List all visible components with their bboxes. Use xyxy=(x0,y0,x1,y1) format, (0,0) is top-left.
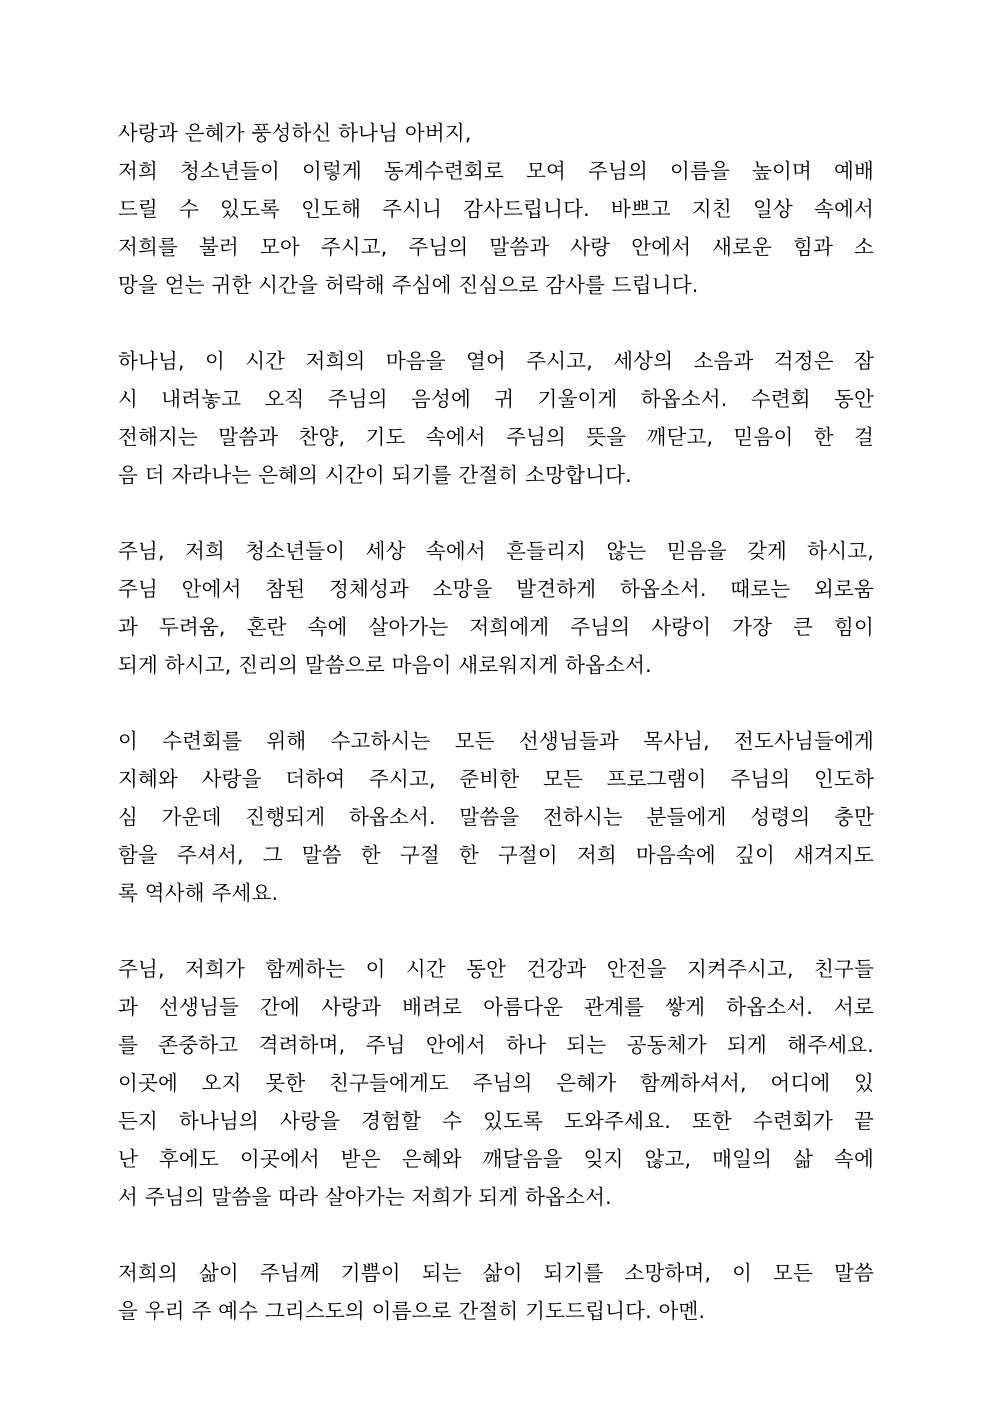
text-line: 사랑과 은혜가 풍성하신 하나님 아버지, xyxy=(118,121,472,145)
text-line: 음 더 자라나는 은혜의 시간이 되기를 간절히 소망합니다. xyxy=(118,463,632,487)
text-line: 록 역사해 주세요. xyxy=(118,881,279,905)
text-line: 이 수련회를 위해 수고하시는 모든 선생님들과 목사님, 전도사님들에게 xyxy=(118,729,874,753)
paragraph-5 xyxy=(118,950,874,1216)
text-line: 심 가운데 진행되게 하옵소서. 말씀을 전하시는 분들에게 성령의 충만 xyxy=(118,805,874,829)
text-line: 든지 하나님의 사랑을 경험할 수 있도록 도와주세요. 또한 수련회가 끝 xyxy=(118,1109,874,1133)
prayer-text xyxy=(118,114,874,1330)
paragraph-6 xyxy=(118,1254,874,1330)
text-line: 를 존중하고 격려하며, 주님 안에서 하나 되는 공동체가 되게 해주세요. xyxy=(118,1033,874,1057)
text-line: 주님, 저희 청소년들이 세상 속에서 흔들리지 않는 믿음을 갖게 하시고, xyxy=(118,539,874,563)
text-line: 함을 주셔서, 그 말씀 한 구절 한 구절이 저희 마음속에 깊이 새겨지도 xyxy=(118,843,874,867)
paragraph-2 xyxy=(118,342,874,494)
text-line: 과 선생님들 간에 사랑과 배려로 아름다운 관계를 쌓게 하옵소서. 서로 xyxy=(118,995,874,1019)
text-line: 저희를 불러 모아 주시고, 주님의 말씀과 사랑 안에서 새로운 힘과 소 xyxy=(118,235,874,259)
text-line: 지혜와 사랑을 더하여 주시고, 준비한 모든 프로그램이 주님의 인도하 xyxy=(118,767,874,791)
text-line: 난 후에도 이곳에서 받은 은혜와 깨달음을 잊지 않고, 매일의 삶 속에 xyxy=(118,1147,874,1171)
text-line: 되게 하시고, 진리의 말씀으로 마음이 새로워지게 하옵소서. xyxy=(118,653,652,677)
text-line: 주님 안에서 참된 정체성과 소망을 발견하게 하옵소서. 때로는 외로움 xyxy=(118,577,874,601)
paragraph-3 xyxy=(118,532,874,684)
text-line: 하나님, 이 시간 저희의 마음을 열어 주시고, 세상의 소음과 걱정은 잠 xyxy=(118,349,874,373)
text-line: 저희 청소년들이 이렇게 동계수련회로 모여 주님의 이름을 높이며 예배 xyxy=(118,159,874,183)
text-line: 주님, 저희가 함께하는 이 시간 동안 건강과 안전을 지켜주시고, 친구들 xyxy=(118,957,874,981)
text-line: 을 우리 주 예수 그리스도의 이름으로 간절히 기도드립니다. 아멘. xyxy=(118,1299,706,1323)
paragraph-1 xyxy=(118,114,874,304)
text-line: 드릴 수 있도록 인도해 주시니 감사드립니다. 바쁘고 지친 일상 속에서 xyxy=(118,197,874,221)
text-line: 서 주님의 말씀을 따라 살아가는 저희가 되게 하옵소서. xyxy=(118,1185,612,1209)
text-line: 과 두려움, 혼란 속에 살아가는 저희에게 주님의 사랑이 가장 큰 힘이 xyxy=(118,615,874,639)
text-line: 망을 얻는 귀한 시간을 허락해 주심에 진심으로 감사를 드립니다. xyxy=(118,273,699,297)
paragraph-4 xyxy=(118,722,874,912)
text-line: 저희의 삶이 주님께 기쁨이 되는 삶이 되기를 소망하며, 이 모든 말씀 xyxy=(118,1261,874,1285)
text-line: 이곳에 오지 못한 친구들에게도 주님의 은혜가 함께하셔서, 어디에 있 xyxy=(118,1071,874,1095)
text-line: 시 내려놓고 오직 주님의 음성에 귀 기울이게 하옵소서. 수련회 동안 xyxy=(118,387,874,411)
text-line: 전해지는 말씀과 찬양, 기도 속에서 주님의 뜻을 깨닫고, 믿음이 한 걸 xyxy=(118,425,874,449)
